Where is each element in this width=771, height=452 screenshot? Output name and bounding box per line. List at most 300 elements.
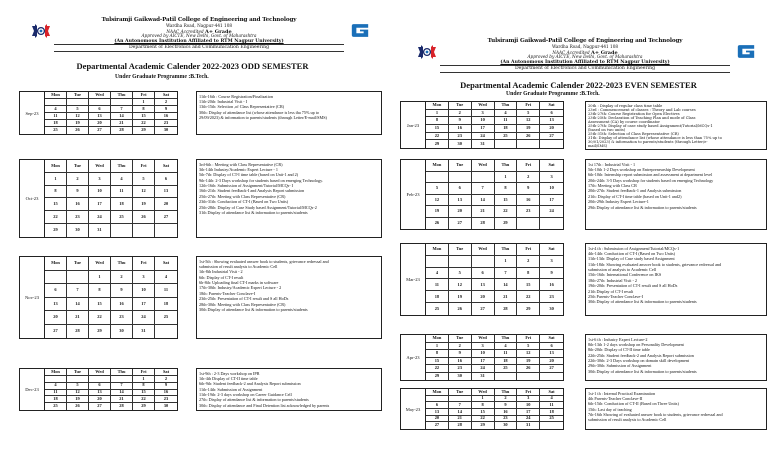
event-note: 30th: Display of attendance and Final Detention list acknowledged by parents: [199, 402, 330, 408]
weekday-header: Sat: [540, 102, 563, 110]
day-cell: 27: [540, 365, 563, 373]
event-note: 1th-8th Industrial Visit - 2: [199, 269, 243, 275]
month-events-list: [196, 256, 382, 339]
day-cell: 6: [472, 268, 495, 280]
day-cell: 11: [540, 402, 563, 409]
day-cell: 2: [67, 173, 89, 186]
day-cell: 21: [495, 291, 518, 303]
weekday-header: Sat: [540, 244, 563, 256]
day-cell: 19: [67, 396, 89, 403]
day-cell: 17: [472, 358, 495, 366]
day-cell: 9: [449, 117, 472, 125]
day-cell: 31: [89, 224, 111, 237]
calendar-title: Departmental Academic Calender 2022-2023 EVEN SEMESTER: [460, 80, 697, 90]
day-cell: 27: [45, 325, 67, 339]
day-cell: 26: [426, 218, 449, 230]
month-events-list: [585, 334, 767, 381]
day-cell: 2: [449, 343, 472, 351]
event-note: 25th-27th: Display of case study based Assignment/Tutorial/MCQs-1: [588, 123, 713, 128]
day-cell: 16: [540, 279, 563, 291]
day-cell: 19: [133, 198, 155, 211]
weekday-header: Tue: [449, 102, 472, 110]
month-label: May-23: [401, 389, 426, 429]
day-cell: 22: [426, 365, 449, 373]
day-cell: 2: [111, 271, 133, 285]
weekday-header: Thu: [495, 389, 518, 396]
day-cell: 5: [449, 268, 472, 280]
day-cell: 4: [45, 106, 67, 113]
day-cell: 6: [426, 402, 449, 409]
event-note: 22th-25th: Student feedback-2 and Analysis Report submission: [588, 352, 694, 358]
weekday-header: Mon: [45, 92, 67, 99]
weekday-header: Mon: [45, 257, 67, 271]
event-note: submission of analysis to Academic Cell: [588, 267, 657, 273]
college-address: Wardha Road, Nagpur-441 108: [551, 44, 619, 49]
day-cell: 23: [449, 365, 472, 373]
day-cell: 22: [133, 396, 155, 403]
event-note: 20th-24th: 3-5 Days workshop for students based on emerging Technology: [588, 177, 714, 183]
g-letter-logo-icon: [350, 24, 370, 37]
event-note: 11th-14th: Submission of Assignment: [199, 386, 263, 392]
day-cell: [449, 172, 472, 184]
event-note: mail/SMS): [588, 143, 608, 148]
day-cell: 17: [133, 298, 155, 312]
weekday-header: Sat: [540, 389, 563, 396]
day-cell: 1: [133, 99, 155, 106]
day-cell: 3: [540, 256, 563, 268]
letterhead: [22, 17, 364, 53]
day-cell: 16: [495, 409, 518, 416]
event-note: 1st 17th : Industrial Visit - 1: [588, 161, 636, 167]
day-cell: 23: [449, 133, 472, 141]
day-grid: [426, 160, 563, 229]
day-cell: 3: [89, 173, 111, 186]
day-cell: 20: [155, 198, 177, 211]
day-cell: 13: [45, 298, 67, 312]
day-cell: [426, 256, 449, 268]
day-cell: 15: [133, 113, 155, 120]
day-cell: 1: [426, 343, 449, 351]
day-cell: 8: [133, 106, 155, 113]
day-cell: 22: [89, 311, 111, 325]
letterhead: [408, 38, 750, 74]
day-cell: 1: [426, 110, 449, 118]
g-letter-logo-icon: [736, 45, 756, 58]
weekday-header: Tue: [449, 244, 472, 256]
day-cell: 24: [472, 133, 495, 141]
day-cell: [540, 422, 563, 429]
day-cell: 18: [111, 198, 133, 211]
day-cell: 17: [472, 125, 495, 133]
college-gear-logo-icon: [30, 23, 52, 39]
day-cell: 5: [517, 343, 540, 351]
day-cell: [449, 256, 472, 268]
day-cell: [517, 140, 540, 148]
weekday-header: Wed: [472, 335, 495, 343]
day-cell: 10: [472, 350, 495, 358]
day-cell: 10: [540, 183, 563, 195]
month-label: Mar-23: [401, 244, 426, 315]
weekday-header: Mon: [426, 244, 449, 256]
event-note: 8th-20th: Display of CT-II time table: [588, 347, 650, 353]
day-cell: 21: [67, 311, 89, 325]
day-cell: [155, 325, 177, 339]
event-note: 6th-15th: Conduction of CT-II (Based on Three Units): [588, 401, 679, 407]
day-cell: [133, 224, 155, 237]
day-cell: 2: [517, 172, 540, 184]
day-cell: 12: [67, 113, 89, 120]
event-note: 3th-14th Industry/Academic Expert Lecture - 1: [199, 166, 278, 172]
weekday-header: Fri: [517, 335, 540, 343]
day-cell: 29: [133, 403, 155, 410]
day-cell: [495, 140, 518, 148]
day-cell: [111, 224, 133, 237]
month-label: Jan-23: [401, 102, 426, 148]
day-cell: 11: [426, 279, 449, 291]
day-cell: 30: [111, 325, 133, 339]
day-cell: 27: [426, 422, 449, 429]
weekday-header: Tue: [67, 369, 89, 376]
day-cell: 16: [155, 113, 177, 120]
programme-subtitle: Under Graduate Programme :B.Tech.: [506, 91, 600, 97]
day-cell: 9: [111, 284, 133, 298]
weekday-header: Sat: [540, 160, 563, 172]
event-note: 29/09/2023) & information to parents/students (through Letter/E-mail/SMS): [199, 115, 327, 121]
day-cell: 28: [472, 218, 495, 230]
day-cell: 15: [517, 279, 540, 291]
day-cell: [67, 376, 89, 383]
day-cell: 22: [45, 211, 67, 224]
letterhead-text: [58, 17, 340, 52]
day-cell: 22: [517, 291, 540, 303]
day-cell: 24: [472, 365, 495, 373]
day-grid: [45, 160, 177, 237]
day-cell: 19: [449, 291, 472, 303]
day-cell: 31: [517, 422, 540, 429]
day-cell: 13: [540, 117, 563, 125]
day-cell: 21: [449, 416, 472, 423]
event-note: 7th-16th Showing of evaluated answer book to students, grievance redressal and: [588, 412, 723, 418]
day-cell: 23: [517, 206, 540, 218]
day-cell: 20: [89, 396, 111, 403]
day-cell: 24: [133, 311, 155, 325]
day-cell: 11: [495, 350, 518, 358]
day-cell: 30: [449, 140, 472, 148]
event-note: 20th-29th Industry Expert Lecture-1: [588, 199, 649, 205]
event-note: 30th: Display of attendance list (whose attendance is less tha 75% up to: [199, 109, 320, 115]
month-events-list: [585, 101, 767, 150]
event-note: 22th-30th: 2-3 Days workshop on domain skill development: [588, 358, 690, 364]
day-cell: 10: [133, 284, 155, 298]
month-label: Feb-23: [401, 160, 426, 229]
event-note: 25th-31th: Selection of Class Representative (CR): [588, 131, 679, 136]
day-cell: 9: [495, 402, 518, 409]
day-cell: 8: [45, 186, 67, 199]
month-events-list: [585, 159, 767, 230]
event-note: 31th: Display of attendance list (whose attendance is less than 75% up to: [588, 135, 722, 140]
day-grid: [426, 244, 563, 315]
day-cell: 13: [89, 113, 111, 120]
day-cell: [449, 396, 472, 403]
letterhead-text: [444, 38, 726, 73]
day-cell: 7: [472, 183, 495, 195]
day-cell: 9: [540, 268, 563, 280]
event-note: 30th Display of attendance list & information to parents/students: [199, 307, 308, 313]
day-cell: 17: [540, 195, 563, 207]
day-cell: 14: [495, 279, 518, 291]
weekday-header: Thu: [111, 369, 133, 376]
event-note: submission of result analysis to Academic Cell: [588, 417, 667, 423]
programme-subtitle: Under Graduate Programme :B.Tech.: [115, 74, 209, 80]
day-grid: [426, 335, 563, 380]
autonomous-line: (An Autonomous Institution Affiliated to RTM Nagpur University): [500, 59, 670, 65]
naac-prefix: NAAC Accredited: [552, 49, 590, 55]
weekday-header: Thu: [111, 160, 133, 173]
day-cell: 30: [495, 422, 518, 429]
weekday-header: Fri: [133, 92, 155, 99]
day-cell: [495, 373, 518, 381]
month-label: Apr-23: [401, 335, 426, 380]
day-cell: 31: [472, 140, 495, 148]
month-events-list: [196, 159, 382, 238]
event-note: 15th: Last day of teaching: [588, 406, 632, 412]
day-cell: 7: [111, 383, 133, 390]
weekday-header: Mon: [426, 335, 449, 343]
event-note: 31th Display of attendance list & information to parents/students: [199, 210, 308, 216]
event-note: 21th: Display of CT-I time table (based on Unit-1 and2): [588, 193, 682, 199]
weekday-header: Wed: [472, 102, 495, 110]
event-note: 30th Display of attendance list & information to parents/students: [588, 368, 697, 374]
day-cell: 25: [45, 403, 67, 410]
day-cell: 15: [89, 298, 111, 312]
day-cell: 21: [111, 396, 133, 403]
day-cell: 25: [155, 311, 177, 325]
college-name: Tulsiramji Gaikwad-Patil College of Engineering and Technology: [101, 17, 297, 23]
day-cell: 21: [111, 120, 133, 127]
day-cell: 4: [426, 268, 449, 280]
day-cell: 26: [517, 133, 540, 141]
event-note: 29th-30th: Submission of Assignment: [588, 363, 652, 369]
event-note: 30/01/2023) & information to parents/students (through Letter/e-: [588, 139, 708, 144]
day-cell: 12: [133, 186, 155, 199]
day-cell: 13: [472, 279, 495, 291]
event-note: 12th-16th: Submission of Assignment/Tutorial/MCQs- I: [199, 183, 294, 189]
day-cell: 11: [45, 390, 67, 397]
day-cell: 25: [45, 127, 67, 134]
day-cell: 15: [45, 198, 67, 211]
day-cell: 21: [472, 206, 495, 218]
day-cell: 22: [133, 120, 155, 127]
day-cell: 20: [472, 291, 495, 303]
day-cell: 30: [163, 127, 169, 133]
day-cell: 24: [540, 206, 563, 218]
day-cell: 4: [495, 343, 518, 351]
day-cell: 25: [540, 416, 563, 423]
event-note: 11th-18th: Showing evaluated answer book to students, grievance redressal and: [588, 261, 722, 267]
weekday-header: Sat: [155, 92, 177, 99]
day-cell: 30: [163, 403, 169, 409]
month-label: Sep-23: [20, 92, 45, 134]
weekday-header: Fri: [133, 160, 155, 173]
day-cell: 6: [89, 106, 111, 113]
event-note: 6th-9th: Student feedback-2 and Analysis Report submission: [199, 381, 301, 387]
event-note: 23th-31th: Conduction of CT-I (Based on Two Units): [199, 199, 289, 205]
day-cell: 20: [540, 358, 563, 366]
day-cell: 24: [517, 416, 540, 423]
day-grid: [426, 389, 563, 429]
day-cell: 28: [111, 127, 133, 134]
day-cell: 30: [67, 224, 89, 237]
day-cell: 29: [495, 218, 518, 230]
event-note: 30th Display of attendance list & information to parents/students: [588, 299, 697, 305]
day-grid: [45, 369, 177, 410]
weekday-header: Wed: [89, 369, 111, 376]
day-cell: 22: [426, 133, 449, 141]
day-cell: 4: [495, 110, 518, 118]
day-cell: 5: [67, 106, 89, 113]
month-calendar-table: [19, 256, 178, 339]
autonomous-line: (An Autonomous Institution Affiliated to RTM Nagpur University): [114, 38, 284, 44]
letterhead-rule: [54, 51, 344, 52]
month-label: Oct-23: [20, 160, 45, 237]
calendar-title: Departmental Academic Calender 2022-2023 ODD SEMESTER: [76, 61, 309, 71]
day-cell: 22: [495, 206, 518, 218]
day-cell: [45, 376, 67, 383]
event-note: 1st-5th : Showing evaluated answer book to students, grievance redressal and: [199, 258, 329, 264]
day-cell: [111, 99, 133, 106]
weekday-header: Fri: [133, 257, 155, 271]
day-cell: 18: [45, 120, 67, 127]
day-cell: 9: [155, 106, 177, 113]
event-note: 8th-13th 1-2 days workshop on Personality Development: [588, 341, 684, 347]
day-cell: 28: [67, 325, 89, 339]
day-cell: 1: [89, 271, 111, 285]
event-note: 1th-4th Display of CT-II time table: [199, 375, 258, 381]
day-cell: 26: [133, 211, 155, 224]
weekday-header: Tue: [67, 257, 89, 271]
day-cell: 2: [449, 110, 472, 118]
day-cell: 6: [89, 383, 111, 390]
day-cell: 12: [517, 117, 540, 125]
weekday-header: Wed: [89, 257, 111, 271]
event-note: 17th-30th: Industry/Academic Expert Lecture - 2: [199, 285, 282, 291]
event-note: 9th-14th: 2-3 Days workshop for students based on emerging Technology.: [199, 177, 323, 183]
month-events-list: [585, 243, 767, 316]
day-cell: 16: [111, 298, 133, 312]
day-cell: 16: [517, 195, 540, 207]
day-cell: 31: [133, 325, 155, 339]
day-cell: 10: [517, 402, 540, 409]
weekday-header: Tue: [449, 160, 472, 172]
day-cell: 9: [449, 350, 472, 358]
day-cell: 25: [495, 133, 518, 141]
day-grid: [426, 102, 563, 148]
day-cell: [89, 99, 111, 106]
event-note: 1st-9th : 2-3 Days workshop on IPR: [199, 370, 260, 376]
day-cell: 4: [155, 271, 177, 285]
day-cell: 28: [111, 403, 133, 410]
weekday-header: Wed: [472, 160, 495, 172]
day-cell: 15: [495, 195, 518, 207]
day-cell: 6: [45, 284, 67, 298]
day-cell: 8: [133, 383, 155, 390]
event-note: 4th-14th: Conduction of CT-I (Based on Two Units): [588, 250, 676, 256]
department-name: Department of Electronics and Communication Engineering: [514, 65, 656, 71]
weekday-header: Thu: [111, 92, 133, 99]
weekday-header: Sat: [155, 160, 177, 173]
day-cell: 23: [540, 291, 563, 303]
day-cell: 20: [540, 125, 563, 133]
weekday-header: Fri: [133, 369, 155, 376]
day-cell: 1: [45, 173, 67, 186]
day-cell: 11: [495, 117, 518, 125]
day-cell: 8: [495, 183, 518, 195]
month-calendar-table: [400, 243, 564, 316]
department-name: Department of Electronics and Communication Engineering: [128, 44, 270, 50]
weekday-header: Tue: [449, 389, 472, 396]
event-note: 15th-16th: International Conference on IKS: [588, 272, 662, 278]
day-cell: 14: [67, 298, 89, 312]
day-cell: 5: [133, 173, 155, 186]
day-cell: 17: [517, 409, 540, 416]
day-cell: 13: [155, 186, 177, 199]
day-cell: 14: [449, 409, 472, 416]
day-cell: 15: [133, 390, 155, 397]
day-cell: [472, 256, 495, 268]
day-cell: 1: [495, 256, 518, 268]
day-cell: 2: [155, 376, 177, 383]
day-cell: 20: [449, 206, 472, 218]
letterhead-rule: [440, 72, 730, 73]
weekday-header: Wed: [89, 160, 111, 173]
college-gear-logo-icon: [416, 44, 438, 60]
weekday-header: Tue: [67, 160, 89, 173]
day-cell: 15: [426, 125, 449, 133]
day-cell: 23: [111, 311, 133, 325]
day-cell: 26: [67, 403, 89, 410]
day-cell: 30: [449, 373, 472, 381]
day-cell: 8: [472, 402, 495, 409]
weekday-header: Wed: [472, 244, 495, 256]
day-cell: 4: [111, 173, 133, 186]
day-cell: 7: [449, 402, 472, 409]
event-note: 25th Parents-Teacher Conclave-I: [588, 294, 644, 300]
day-cell: 26: [449, 303, 472, 315]
weekday-header: Thu: [495, 244, 518, 256]
day-cell: 10: [472, 117, 495, 125]
day-cell: 29: [89, 325, 111, 339]
day-cell: 18: [426, 291, 449, 303]
event-note: 21th Display of CT-I result: [588, 288, 634, 294]
day-cell: 12: [517, 350, 540, 358]
day-cell: 27: [449, 218, 472, 230]
approval-line: Approved by AICTE, New Delhi, Govt. of Maharashtra: [527, 54, 643, 60]
weekday-header: Wed: [472, 389, 495, 396]
event-note: 1st-6 th : Industry Expert Lecture-2: [588, 336, 648, 342]
day-cell: 20: [89, 120, 111, 127]
day-cell: 1: [495, 172, 518, 184]
day-cell: 18: [495, 125, 518, 133]
day-cell: 3: [517, 396, 540, 403]
day-cell: 27: [540, 133, 563, 141]
day-cell: 29: [426, 373, 449, 381]
day-cell: 11: [111, 186, 133, 199]
day-cell: 23: [155, 120, 177, 127]
month-calendar-table: [400, 159, 564, 230]
day-cell: 4: [45, 383, 67, 390]
event-note: 28th-30th: Meeting with Class Representative (CR): [199, 301, 286, 307]
day-cell: 18: [155, 298, 177, 312]
